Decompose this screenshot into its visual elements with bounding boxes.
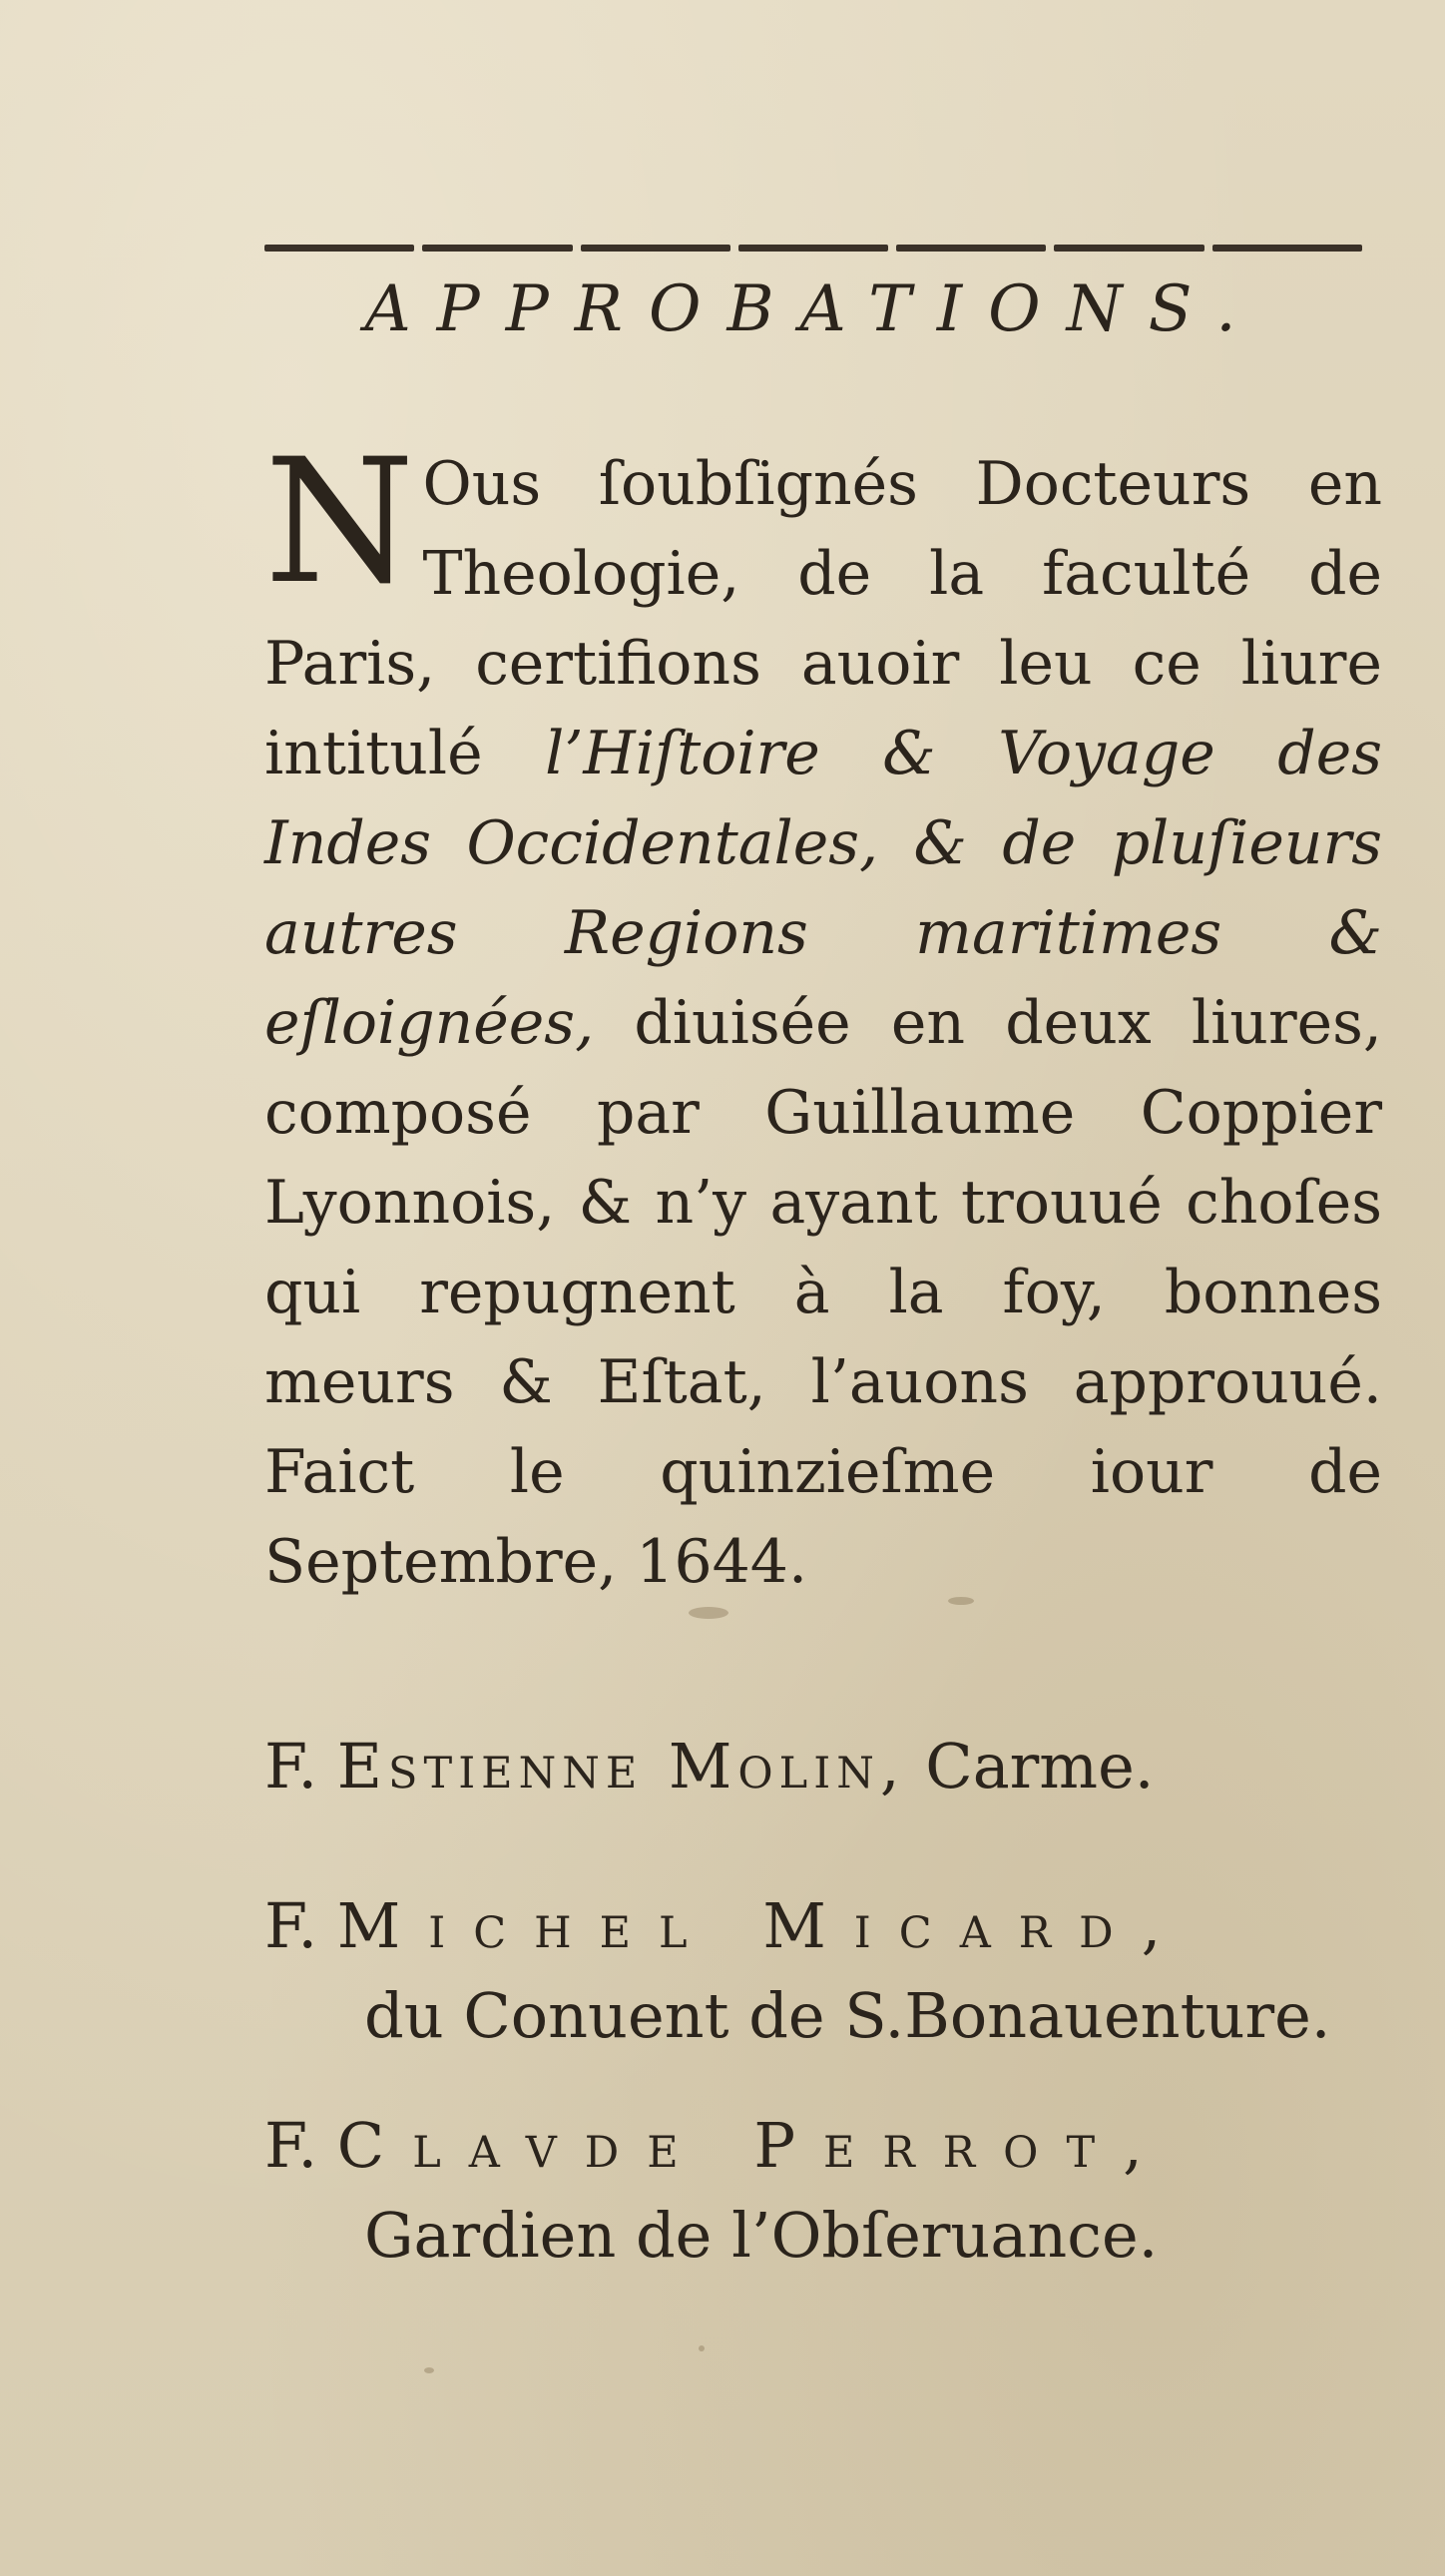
signatory-detail: du Conuent de S.Bonauenture. [364,1978,1331,2052]
paper-stain [699,2345,705,2351]
approbation-paragraph [264,421,1382,1607]
paper-stain [948,1597,974,1605]
signatory-detail: Gardien de l’Obſeruance. [364,2198,1159,2272]
approbation-text-2: diuisée en deux liures, composé par Guillaume Coppier Lyonnois, & n’y ayant trouué choſes qui repugnent à la foy, bonnes meurs & Eſtat, l’auons approuué. Faict le quinzieſme iour de Septembre, 1644. [264,988,1382,1597]
drop-cap: N [264,421,415,622]
signature-prefix: F. [264,1730,318,1803]
signature-2 [264,1881,1382,2061]
book-title: l’Hiſtoire & Voyage des Indes Occidentales, & de pluſieurs autres Regions maritimes & eſloignées, [264,719,1382,1058]
signatory-name: Estienne Molin, [336,1730,906,1803]
signature-1 [264,1722,1382,1811]
signature-3 [264,2101,1382,2281]
signature-prefix: F. [264,2109,318,2182]
page-heading: APPROBATIONS. [364,272,1262,346]
signatory-detail: Carme. [925,1730,1155,1803]
header-rule [264,243,1362,255]
paper-stain [424,2367,434,2373]
signatory-name: Michel Micard, [336,1889,1190,1962]
paper-stain [689,1607,728,1619]
signatory-name: Clavde Perrot, [336,2109,1171,2182]
signature-prefix: F. [264,1889,318,1962]
approbation-text-1: Ous ſoubſignés Docteurs en Theologie, de la faculté de Paris, certifions auoir leu ce liure intitulé [264,449,1382,788]
